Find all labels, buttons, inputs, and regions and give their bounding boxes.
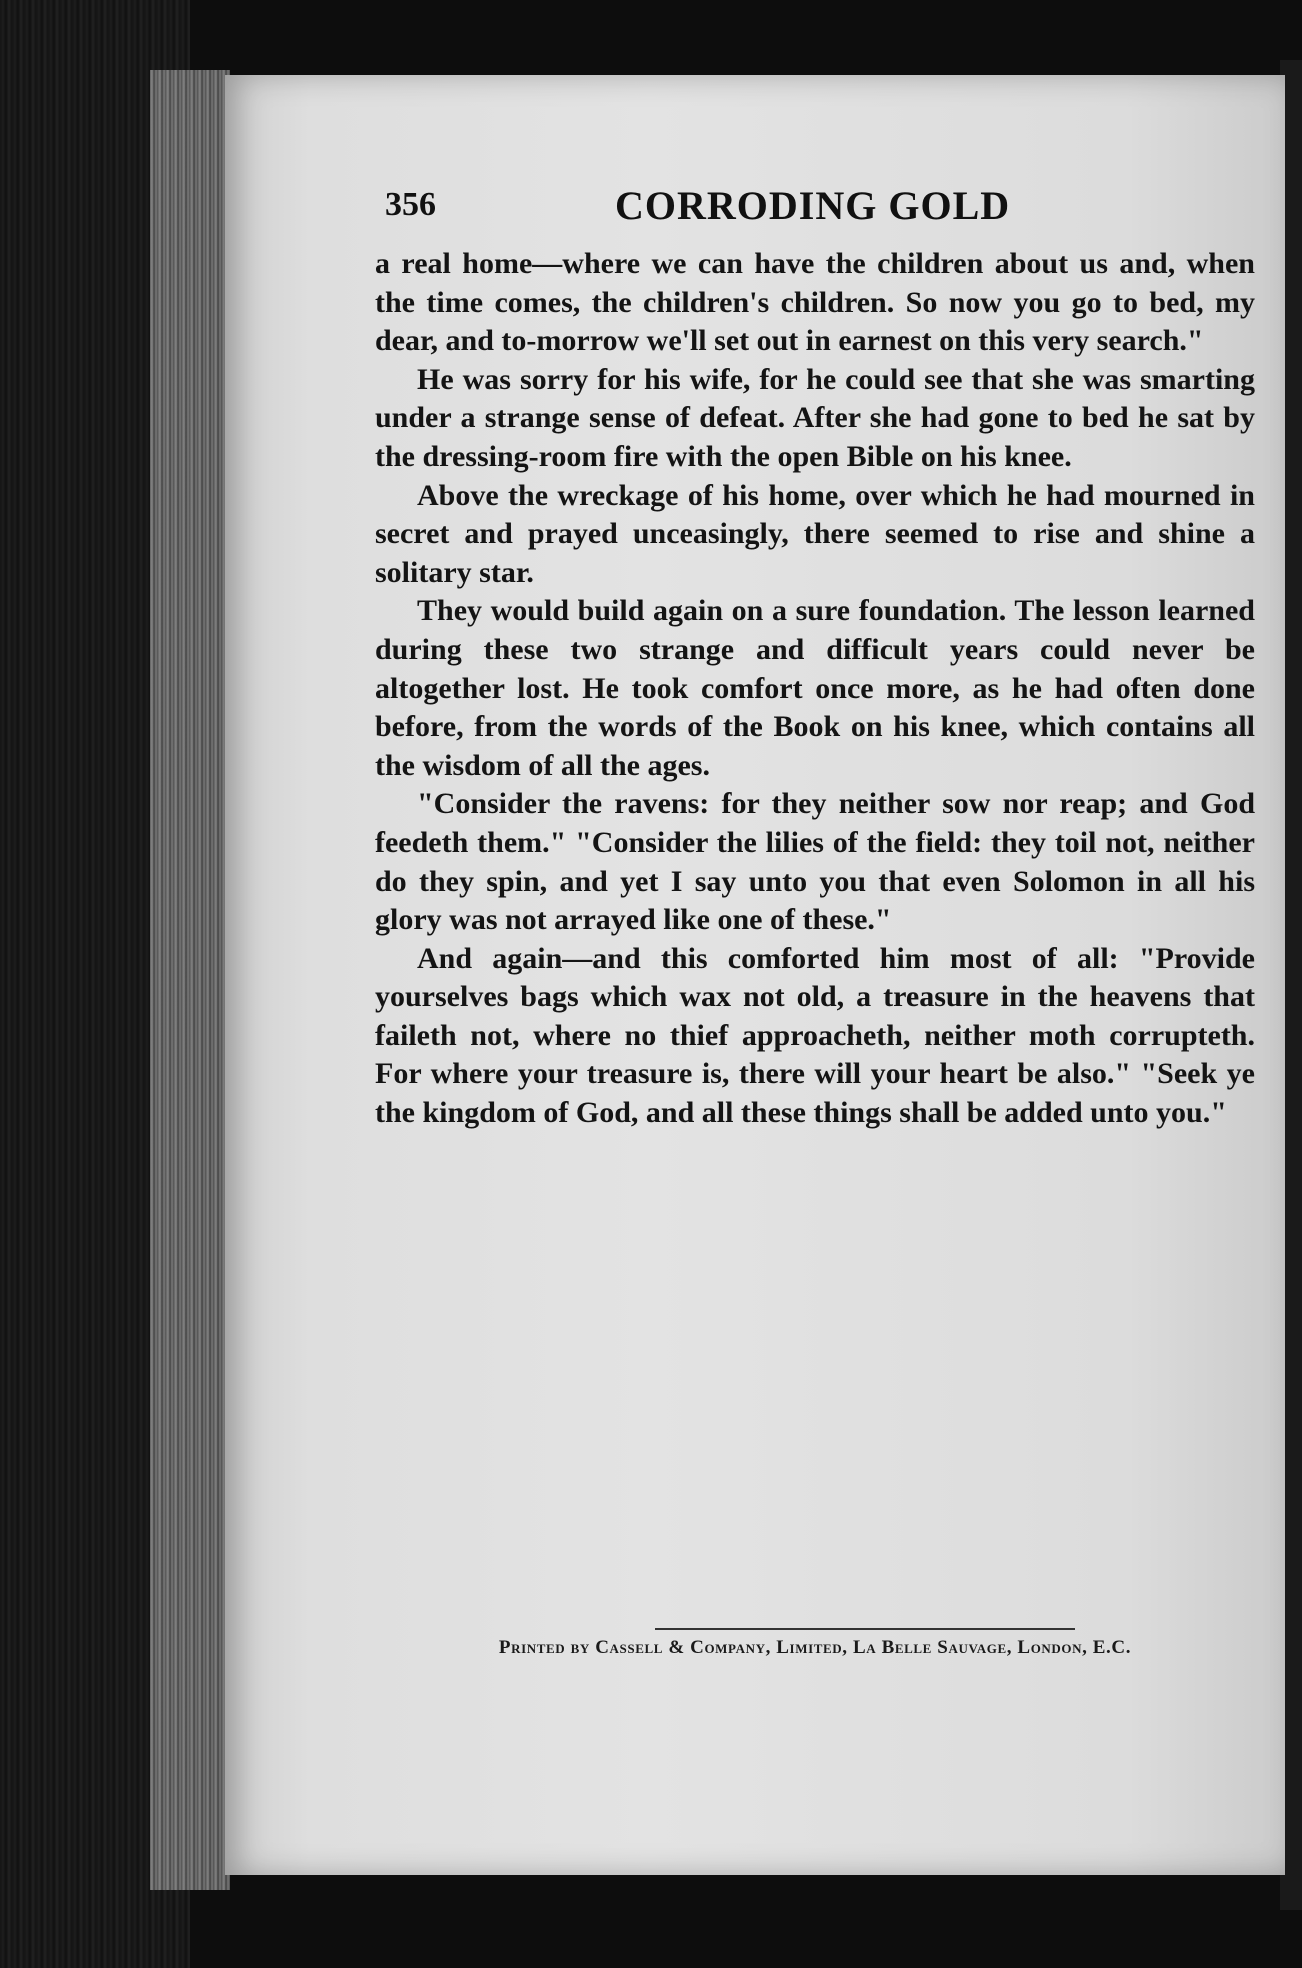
page-header: [385, 178, 1245, 238]
page-number: 356: [385, 186, 436, 223]
page-edges: [150, 70, 230, 1890]
body-text: [375, 245, 1255, 1133]
paragraph: And again—and this comforted him most of all: "Provide yourselves bags which wax not old, a treasure in the heavens that faileth not, where no thief approacheth, neither moth corrupteth. For where your treasure is, there will your heart be also." "Seek ye the kingdom of God, and all these things shall be added unto you.": [375, 941, 1255, 1130]
running-title: CORRODING GOLD: [615, 183, 1011, 228]
paragraph: He was sorry for his wife, for he could see that she was smarting under a strange sense of defeat. After she had gone to bed he sat by the dressing-room fire with the open Bible on his knee.: [375, 362, 1255, 473]
paragraph: "Consider the ravens: for they neither sow nor reap; and God feedeth them." "Consider the lilies of the field: they toil not, neither do they spin, and yet I say unto you that even Solomon in all his glory was not arrayed like one of these.": [375, 787, 1255, 937]
paragraph: a real home—where we can have the children about us and, when the time comes, the children's children. So now you go to bed, my dear, and to-morrow we'll set out in earnest on this very search.": [375, 247, 1255, 358]
paragraph: Above the wreckage of his home, over which he had mourned in secret and prayed unceasingly, there seemed to rise and shine a solitary star.: [375, 478, 1255, 589]
printer-imprint: Printed by Cassell & Company, Limited, La Belle Sauvage, London, E.C.: [498, 1637, 1132, 1658]
paragraph: They would build again on a sure foundation. The lesson learned during these two strange and difficult years could never be altogether lost. He took comfort once more, as he had often done before, from the words of the Book on his knee, which contains all the wisdom of all the ages.: [375, 594, 1255, 782]
footer-rule: [655, 1628, 1075, 1630]
book-page: [225, 75, 1285, 1875]
